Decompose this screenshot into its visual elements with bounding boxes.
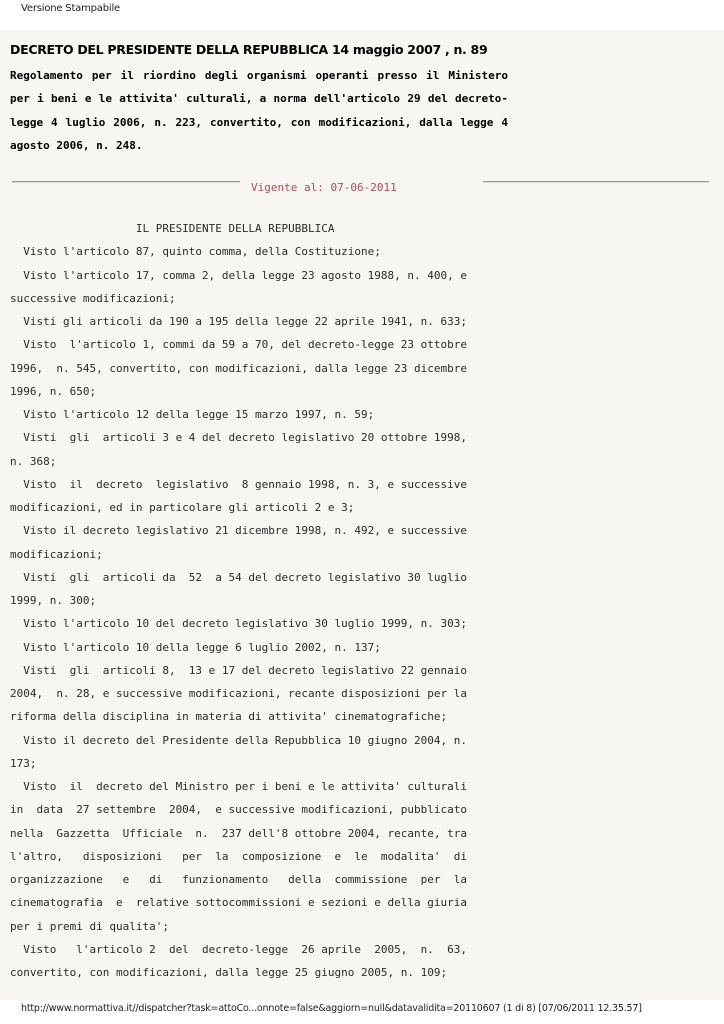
body-line: 1999, n. 300; bbox=[10, 594, 97, 607]
body-line: Visti gli articoli da 190 a 195 della legge 22 aprile 1941, n. 633; bbox=[10, 315, 467, 328]
body-line: 173; bbox=[10, 756, 37, 770]
body-line: Visti gli articoli da 52 a 54 del decreto legislativo 30 luglio bbox=[10, 570, 467, 584]
body-line: IL PRESIDENTE DELLA REPUBBLICA bbox=[10, 222, 335, 235]
decree-title: DECRETO DEL PRESIDENTE DELLA REPUBBLICA 14 maggio 2007 , n. 89 bbox=[10, 42, 488, 57]
body-line: Visto l'articolo 87, quinto comma, della Costituzione; bbox=[10, 245, 381, 259]
body-line: Visto l'articolo 10 del decreto legislativo 30 luglio 1999, n. 303; bbox=[10, 617, 467, 631]
body-line: Visto l'articolo 2 del decreto-legge 26 aprile 2005, n. 63, bbox=[10, 942, 467, 956]
print-version-label: Versione Stampabile bbox=[21, 3, 120, 14]
divider-left bbox=[12, 181, 240, 183]
body-line: 1996, n. 650; bbox=[10, 384, 97, 398]
body-line: Visti gli articoli 3 e 4 del decreto legislativo 20 ottobre 1998, bbox=[10, 431, 467, 445]
body-line: modificazioni; bbox=[10, 547, 103, 561]
decree-subtitle: Regolamento per il riordino degli organismi operanti presso il Ministero per i beni e le attivita' culturali, a norma dell'articolo 29 del decreto-legge 4 luglio 2006, n. 223, convertito, con modificazioni, dalla legge 4 agosto 2006, n. 248. bbox=[10, 69, 508, 152]
document-panel bbox=[0, 30, 724, 1000]
body-line: nella Gazzetta Ufficiale n. 237 dell'8 ottobre 2004, recante, tra bbox=[10, 826, 467, 840]
body-line: riforma della disciplina in materia di attivita' cinematografiche; bbox=[10, 710, 448, 724]
body-line: cinematografia e relative sottocommissioni e sezioni e della giuria bbox=[10, 896, 467, 910]
body-line: n. 368; bbox=[10, 454, 57, 468]
body-line: Visti gli articoli 8, 13 e 17 del decreto legislativo 22 gennaio bbox=[10, 663, 467, 677]
body-line: per i premi di qualita'; bbox=[10, 919, 169, 933]
body-line: Visto l'articolo 17, comma 2, della legge 23 agosto 1988, n. 400, e bbox=[10, 268, 467, 282]
body-line: modificazioni, ed in particolare gli articoli 2 e 3; bbox=[10, 501, 355, 514]
body-line: in data 27 settembre 2004, e successive modificazioni, pubblicato bbox=[10, 803, 467, 817]
body-line: Visto l'articolo 10 della legge 6 luglio 2002, n. 137; bbox=[10, 640, 381, 654]
body-line: Visto l'articolo 1, commi da 59 a 70, del decreto-legge 23 ottobre bbox=[10, 338, 467, 352]
body-line: 1996, n. 545, convertito, con modificazioni, dalla legge 23 dicembre bbox=[10, 361, 467, 375]
body-line: successive modificazioni; bbox=[10, 291, 176, 305]
body-line: 2004, n. 28, e successive modificazioni, recante disposizioni per la bbox=[10, 687, 467, 700]
body-line: Visto il decreto del Ministro per i beni e le attivita' culturali bbox=[10, 780, 467, 793]
body-line: Visto il decreto legislativo 21 dicembre 1998, n. 492, e successive bbox=[10, 524, 467, 538]
body-line: Visto il decreto legislativo 8 gennaio 1998, n. 3, e successive bbox=[10, 477, 467, 491]
body-line: Visto il decreto del Presidente della Repubblica 10 giugno 2004, n. bbox=[10, 733, 467, 747]
body-line: l'altro, disposizioni per la composizione e le modalita' di bbox=[10, 849, 467, 863]
decree-body bbox=[10, 217, 508, 984]
body-line: Visto l'articolo 12 della legge 15 marzo 1997, n. 59; bbox=[10, 408, 375, 421]
body-line: convertito, con modificazioni, dalla legge 25 giugno 2005, n. 109; bbox=[10, 966, 448, 979]
page-footer-url: http://www.normattiva.it//dispatcher?task=attoCo...onnote=false&aggiorn=null&datavalidita=20110607 (1 di 8) [07/06/2011 12.35.57] bbox=[21, 1003, 642, 1014]
body-line: organizzazione e di funzionamento della commissione per la bbox=[10, 873, 467, 886]
divider-right bbox=[483, 181, 709, 183]
vigente-date: Vigente al: 07-06-2011 bbox=[251, 181, 397, 194]
